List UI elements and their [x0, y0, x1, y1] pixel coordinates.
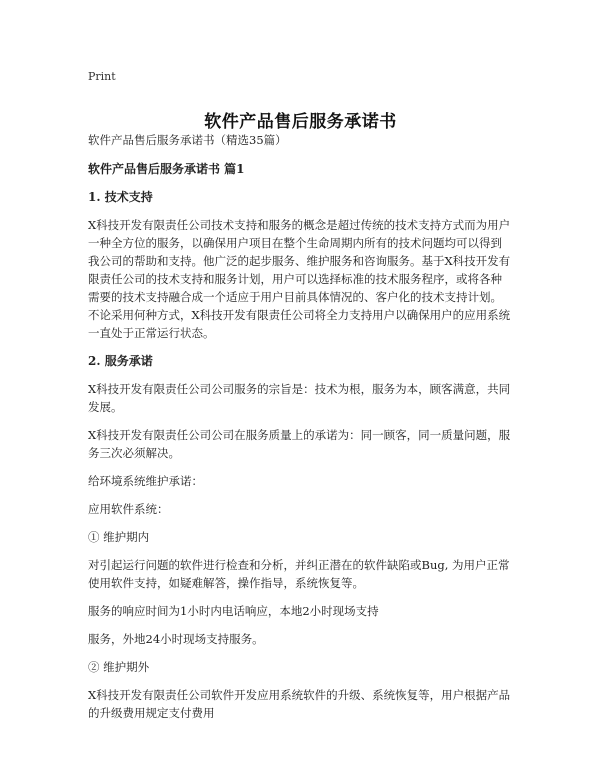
tech-support-paragraph: X科技开发有限责任公司技术支持和服务的概念是超过传统的技术支持方式而为用户一种全方位的服务，以确保用户项目在整个生命周期内所有的技术问题均可以得到我公司的帮助和支持。他广泛的起步服务、维护服务和咨询服务。基于X科技开发有限责任公司的技术支持和服务计划，用户可以选择标准的技术服务程序，或将各种需要的技术支持融合成一个适应于用户目前具体情况的、客户化的技术支持计划。不论采用何种方式，X科技开发有限责任公司将全力支持用户以确保用户的应用系统一直处于正常运行状态。 [88, 218, 511, 340]
print-label: Print [88, 70, 116, 83]
section-heading-service-commitment: 2. 服务承诺 [88, 354, 153, 368]
document-subtitle: 软件产品售后服务承诺书（精选35篇） [88, 133, 287, 147]
section-heading-tech-support: 1. 技术支持 [88, 190, 153, 204]
service-quality-paragraph: X科技开发有限责任公司公司在服务质量上的承诺为：同一顾客，同一质量问题，服务三次必须解决。 [88, 428, 511, 460]
article-heading: 软件产品售后服务承诺书 篇1 [88, 162, 245, 176]
maintenance-in-period-label: ① 维护期内 [88, 530, 150, 544]
maintenance-out-period-label: ② 维护期外 [88, 660, 150, 674]
document-title: 软件产品售后服务承诺书 [204, 112, 397, 133]
maintenance-commitment-line: 给环境系统维护承诺： [88, 474, 203, 488]
service-purpose-paragraph: X科技开发有限责任公司公司服务的宗旨是：技术为根，服务为本，顾客满意，共同发展。 [88, 382, 511, 414]
document-body [88, 131, 513, 732]
application-software-line: 应用软件系统： [88, 502, 169, 516]
response-time-line-1: 服务的响应时间为1小时内电话响应，本地2小时现场支持 [88, 604, 379, 618]
maintenance-in-period-paragraph: 对引起运行问题的软件进行检查和分析，并纠正潜在的软件缺陷或Bug, 为用户正常使用软件支持，如疑难解答，操作指导，系统恢复等。 [88, 558, 510, 590]
response-time-line-2: 服务，外地24小时现场支持服务。 [88, 632, 264, 646]
maintenance-out-period-paragraph: X科技开发有限责任公司软件开发应用系统软件的升级、系统恢复等，用户根据产品的升级费用规定支付费用 [88, 688, 511, 720]
